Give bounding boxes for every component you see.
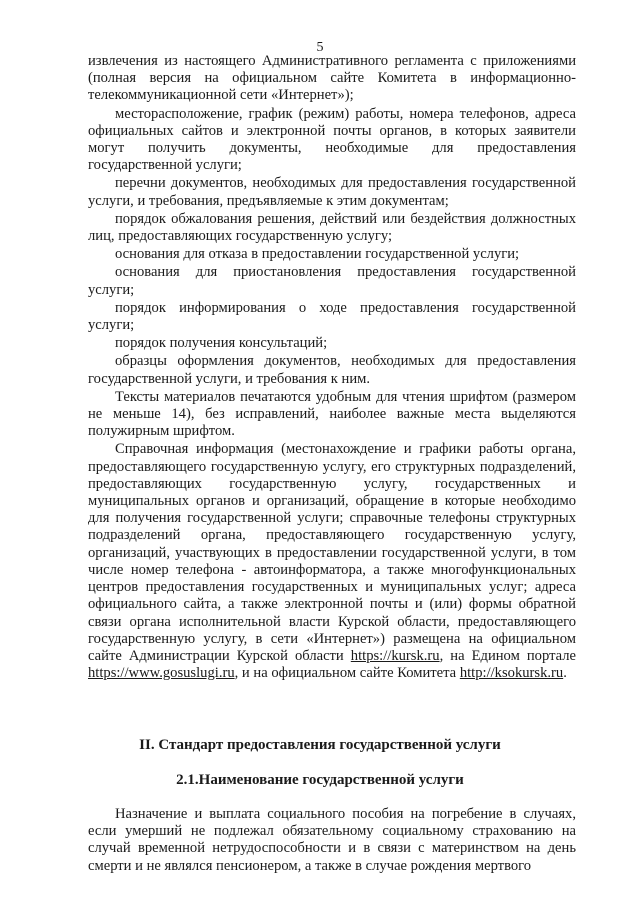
paragraph-suspension-grounds: основания для приостановления предоставления государственной услуги; [88, 264, 576, 298]
paragraph-extracts: извлечения из настоящего Административного регламента с приложениями (полная версия на официальном сайте Комитета в информационно-телекоммуникационной сети «Интернет»); [88, 53, 576, 104]
reference-text-between-2: , и на официальном сайте Комитета [234, 665, 460, 682]
paragraph-document-samples: образцы оформления документов, необходимых для предоставления государственной услуги, и требования к ним. [88, 353, 576, 387]
paragraph-document-lists: перечни документов, необходимых для предоставления государственной услуги, и требования, предъявляемые к этим документам; [88, 175, 576, 209]
reference-text-between-1: , на Едином портале [439, 647, 576, 664]
paragraph-appeal-procedure: порядок обжалования решения, действий или бездействия должностных лиц, предоставляющих государственную услугу; [88, 210, 576, 245]
link-gosuslugi[interactable]: https://www.gosuslugi.ru [88, 665, 235, 682]
paragraph-reference-info [88, 441, 576, 682]
page-number: 5 [316, 40, 324, 55]
section-heading: II. Стандарт предоставления государственной услуги [139, 737, 501, 753]
body-text [88, 53, 576, 682]
link-kursk[interactable]: https://kursk.ru [350, 647, 440, 664]
reference-text: Справочная информация (местонахождение и графики работы органа, предоставляющего государственную услугу, его структурных подразделений, предоставляющих государственную услугу, государственных и муниципальных органов и организаций, обращение в которые необходимо для получения государственной услуги; справочные телефоны структурных подразделений органа, предоставляющего государственную услугу, организаций, участвующих в предоставлении государственной услуги, в том числе номер телефона - автоинформатора, а также многофункциональных центров предоставления государственных и муниципальных услуг; адреса официального сайта, а также электронной почты и (или) формы обратной связи органа исполнительной власти Курской области, предоставляющего государственную услугу, в сети «Интернет») размещена на официальном сайте Администрации Курской области [88, 441, 576, 664]
body-text-continued [88, 806, 576, 875]
paragraph-font-requirements: Тексты материалов печатаются удобным для чтения шрифтом (размером не меньше 14), без исправлений, наиболее важные места выделяются полужирным шрифтом. [88, 388, 576, 440]
paragraph-consultations: порядок получения консультаций; [115, 335, 328, 352]
paragraph-service-name: Назначение и выплата социального пособия на погребение в случаях, если умерший не подлежал обязательному социальному страхованию на случай временной нетрудоспособности и в связи с материнством на день смерти и не являлся пенсионером, а также в случае рождения мертвого [88, 806, 576, 874]
link-ksokursk[interactable]: http://ksokursk.ru [459, 665, 564, 682]
paragraph-progress-info: порядок информирования о ходе предоставления государственной услуги; [88, 299, 576, 334]
subsection-heading: 2.1.Наименование государственной услуги [176, 772, 464, 788]
paragraph-refusal-grounds: основания для отказа в предоставлении государственной услуги; [115, 246, 520, 263]
paragraph-location: месторасположение, график (режим) работы, номера телефонов, адреса официальных сайтов и электронной почты органов, в которых заявители могут получить документы, необходимые для предоставления государственной услуги; [88, 105, 576, 174]
reference-text-end: . [563, 665, 567, 682]
